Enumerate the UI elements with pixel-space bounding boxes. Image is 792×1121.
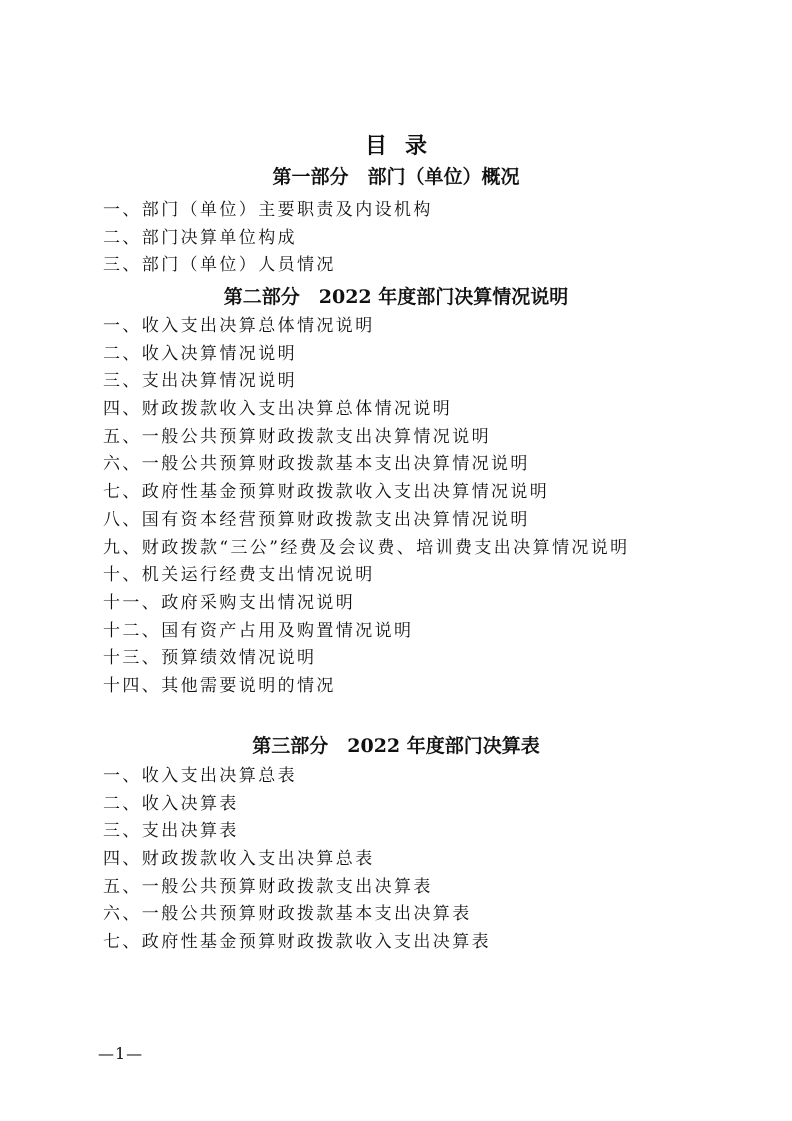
toc-item: 六、一般公共预算财政拨款基本支出决算表 [103, 904, 472, 925]
toc-item: 一、收入支出决算总体情况说明 [103, 316, 375, 336]
toc-item: 十一、政府采购支出情况说明 [103, 592, 356, 613]
toc-item: 二、收入决算表 [103, 793, 239, 814]
toc-item: 十四、其他需要说明的情况 [103, 675, 336, 696]
toc-item: 四、财政拨款收入支出决算总表 [103, 849, 375, 870]
toc-item: 六、一般公共预算财政拨款基本支出决算情况说明 [103, 454, 530, 475]
toc-item: 三、部门（单位）人员情况 [103, 255, 336, 276]
document-title: 目录 [364, 133, 445, 159]
toc-item: 三、支出决算表 [103, 821, 239, 842]
toc-item: 二、收入决算情况说明 [103, 343, 297, 364]
toc-item: 十三、预算绩效情况说明 [103, 648, 317, 669]
toc-item: 二、部门决算单位构成 [103, 227, 297, 248]
part1-toc-list [103, 197, 433, 280]
toc-item: 五、一般公共预算财政拨款支出决算情况说明 [103, 426, 491, 447]
toc-item: 七、政府性基金预算财政拨款收入支出决算情况说明 [103, 482, 550, 503]
part2-toc-list [103, 313, 630, 701]
part1-heading: 第一部分 部门（单位）概况 [272, 166, 520, 188]
part3-heading: 第三部分 2022 年度部门决算表 [252, 735, 540, 757]
page-number: —1— [98, 1044, 144, 1063]
toc-item: 五、一般公共预算财政拨款支出决算表 [103, 876, 433, 897]
toc-item: 三、支出决算情况说明 [103, 371, 297, 392]
toc-item: 四、财政拨款收入支出决算总体情况说明 [103, 399, 453, 420]
part2-heading: 第二部分 2022 年度部门决算情况说明 [223, 286, 569, 308]
toc-item: 十二、国有资产占用及购置情况说明 [103, 620, 414, 641]
toc-item: 一、部门（单位）主要职责及内设机构 [103, 200, 433, 220]
part3-toc-list [103, 763, 491, 957]
toc-item: 七、政府性基金预算财政拨款收入支出决算表 [103, 932, 491, 953]
toc-item: 八、国有资本经营预算财政拨款支出决算情况说明 [103, 509, 530, 530]
toc-item: 九、财政拨款“三公”经费及会议费、培训费支出决算情况说明 [103, 537, 630, 558]
toc-item: 十、机关运行经费支出情况说明 [103, 565, 375, 586]
toc-item: 一、收入支出决算总表 [103, 766, 297, 786]
